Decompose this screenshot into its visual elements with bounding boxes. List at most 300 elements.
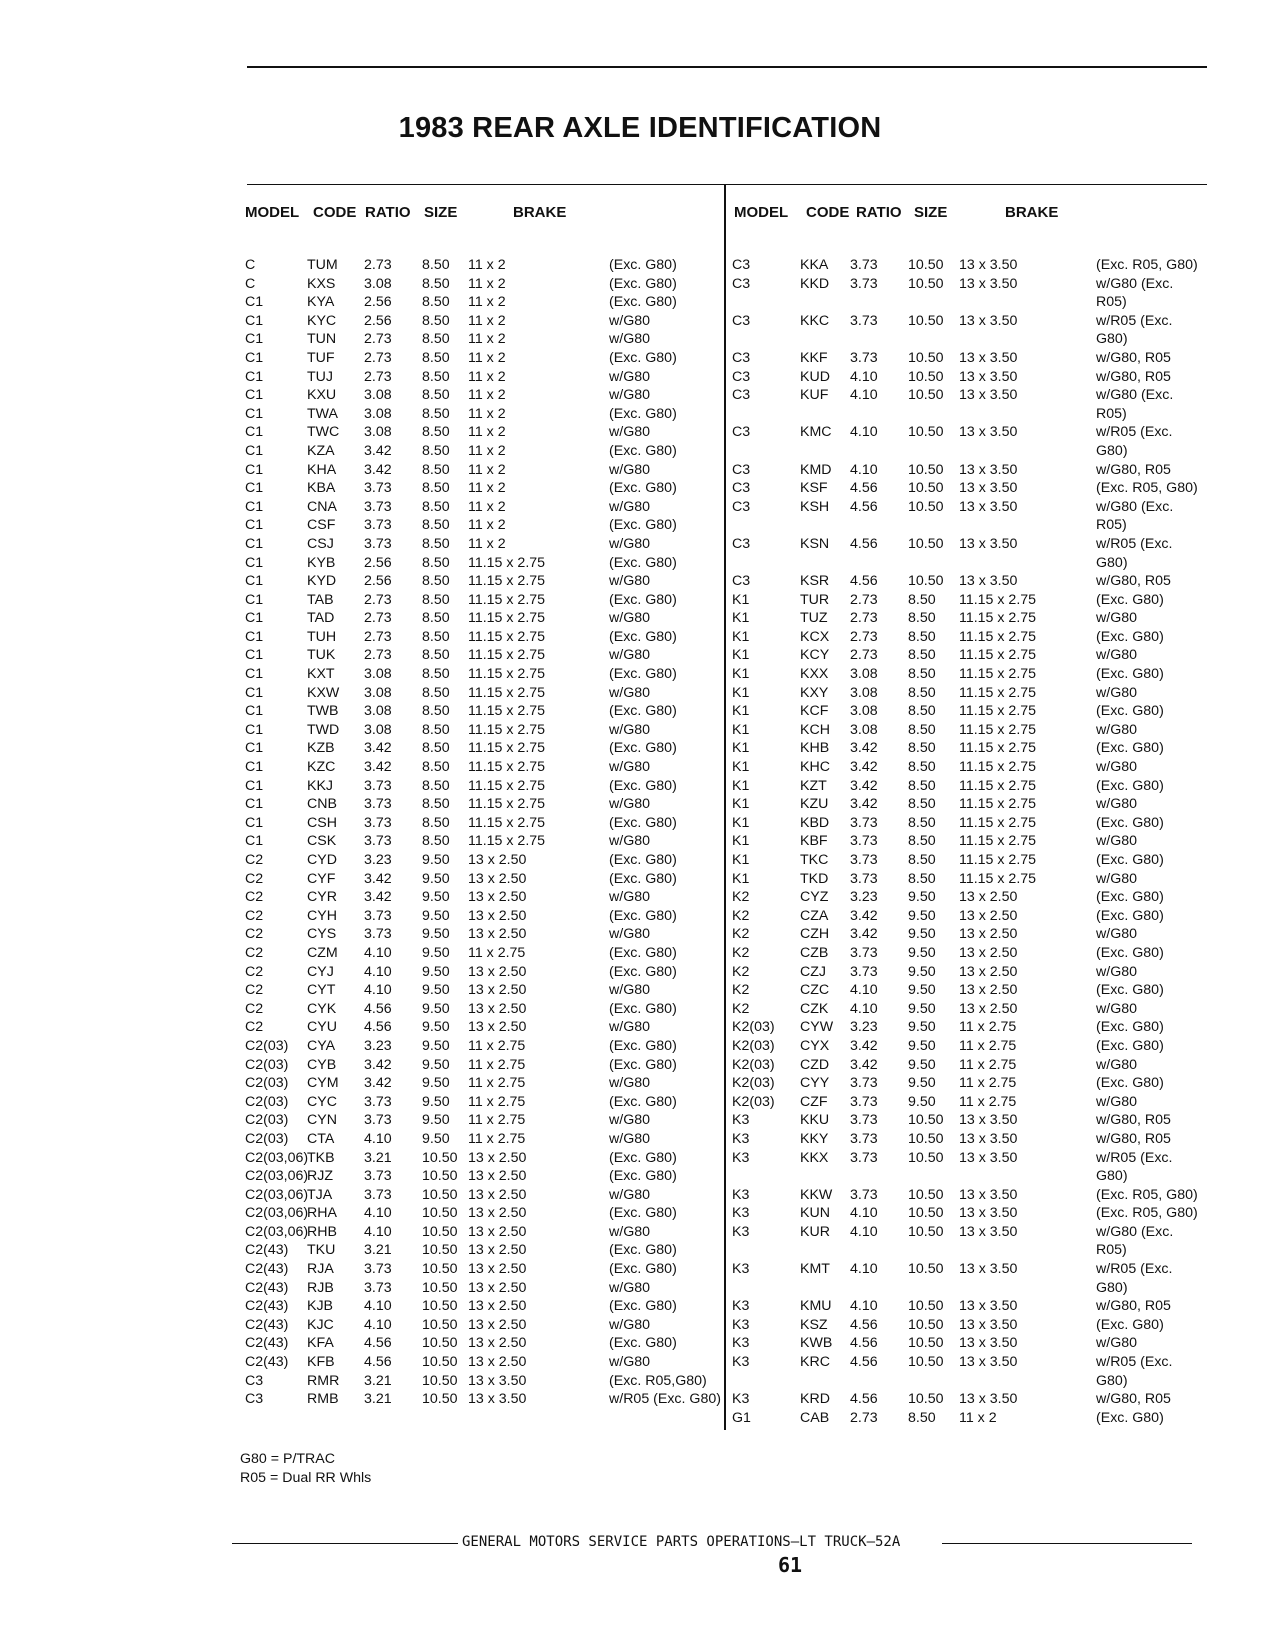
- left-model-cell: C1: [245, 759, 264, 776]
- left-brake-cell: 11.15 x 2.75: [468, 814, 546, 831]
- table-row: [732, 275, 1202, 312]
- left-size-cell: 8.50: [422, 833, 450, 850]
- table-row: [732, 963, 1202, 982]
- right-size-cell: 10.50: [908, 480, 944, 497]
- table-row: [245, 888, 717, 907]
- page-title: 1983 REAR AXLE IDENTIFICATION: [398, 112, 882, 144]
- right-note-cell: (Exc. R05, G80): [1096, 1186, 1198, 1203]
- right-model-cell: C3: [732, 257, 751, 273]
- right-ratio-cell: 3.08: [850, 684, 878, 701]
- right-model-cell: K3: [732, 1391, 750, 1408]
- right-ratio-cell: 3.73: [850, 814, 878, 831]
- table-row: [245, 684, 717, 703]
- left-brake-cell: 13 x 2.50: [468, 1149, 527, 1166]
- left-size-cell: 10.50: [422, 1149, 458, 1166]
- left-ratio-cell: 3.73: [364, 926, 392, 943]
- right-model-cell: K1: [732, 591, 750, 608]
- right-ratio-cell: 4.56: [850, 535, 878, 552]
- left-model-cell: C1: [245, 684, 264, 701]
- right-code-cell: KRC: [800, 1354, 830, 1371]
- left-model-cell: C1: [245, 814, 264, 831]
- right-ratio-cell: 3.08: [850, 721, 878, 738]
- right-code-cell: KSH: [800, 498, 830, 515]
- left-brake-cell: 11 x 2.75: [468, 1075, 526, 1092]
- left-note-cell: w/G80: [609, 535, 651, 552]
- right-model-cell: C3: [732, 312, 751, 329]
- left-size-cell: 9.50: [422, 1093, 450, 1110]
- right-ratio-cell: 3.08: [850, 703, 878, 720]
- right-code-cell: KKA: [800, 257, 829, 273]
- left-code-cell: KZA: [307, 442, 335, 459]
- left-note-cell: w/G80: [609, 1316, 651, 1333]
- table-row: [245, 1260, 717, 1279]
- left-note-cell: (Exc. G80): [609, 777, 677, 794]
- left-ratio-cell: 3.08: [364, 684, 392, 701]
- right-model-cell: K2: [732, 1000, 750, 1017]
- left-note-cell: w/G80: [609, 387, 651, 404]
- right-brake-cell: 13 x 3.50: [959, 1112, 1018, 1129]
- left-model-cell: C2(43): [245, 1298, 289, 1315]
- left-model-cell: C: [245, 257, 256, 273]
- left-code-cell: CYS: [307, 926, 337, 943]
- table-row: [245, 1297, 717, 1316]
- left-model-cell: C1: [245, 554, 264, 571]
- left-note-cell: (Exc. G80): [609, 294, 677, 311]
- right-code-cell: KBD: [800, 814, 830, 831]
- left-note-cell: w/G80: [609, 833, 651, 850]
- right-ratio-cell: 4.56: [850, 573, 878, 590]
- right-code-cell: CZD: [800, 1056, 830, 1073]
- right-brake-cell: 13 x 3.50: [959, 461, 1018, 478]
- left-model-cell: C2: [245, 982, 264, 999]
- right-brake-cell: 13 x 3.50: [959, 1149, 1018, 1166]
- right-note-cell: (Exc. G80): [1096, 889, 1164, 906]
- right-size-cell: 8.50: [908, 684, 936, 701]
- table-row: [245, 479, 717, 498]
- table-row: [732, 1111, 1202, 1130]
- right-size-cell: 10.50: [908, 535, 944, 552]
- left-note-cell: (Exc. G80): [609, 666, 677, 683]
- left-note-cell: w/G80: [609, 926, 651, 943]
- right-ratio-cell: 2.73: [850, 1409, 878, 1426]
- left-ratio-cell: 4.10: [364, 1130, 392, 1147]
- left-code-cell: CYU: [307, 1019, 337, 1036]
- right-code-cell: KHC: [800, 759, 830, 776]
- right-note-cell: w/G80: [1096, 1000, 1138, 1017]
- left-ratio-cell: 2.73: [364, 349, 392, 366]
- table-row: [732, 925, 1202, 944]
- right-note-cell: w/G80: [1096, 610, 1138, 627]
- right-code-cell: KCF: [800, 703, 829, 720]
- left-model-cell: C2(03): [245, 1093, 289, 1110]
- right-code-cell: KCX: [800, 628, 830, 645]
- table-row: [245, 312, 717, 331]
- right-ratio-cell: 4.10: [850, 1223, 878, 1240]
- right-code-cell: CZK: [800, 1000, 829, 1017]
- right-ratio-cell: 4.10: [850, 424, 878, 441]
- left-code-cell: TAB: [307, 591, 334, 608]
- table-row: [732, 1130, 1202, 1149]
- right-code-cell: KKD: [800, 275, 830, 292]
- left-code-cell: KZB: [307, 740, 335, 757]
- left-size-cell: 8.50: [422, 684, 450, 701]
- right-model-cell: K2: [732, 907, 750, 924]
- right-note-cell: w/G80: [1096, 721, 1138, 738]
- left-code-cell: KZC: [307, 759, 336, 776]
- left-ratio-cell: 3.08: [364, 405, 392, 422]
- table-row: [732, 1186, 1202, 1205]
- table-row: [732, 1056, 1202, 1075]
- right-brake-cell: 11.15 x 2.75: [959, 721, 1037, 738]
- table-row: [245, 851, 717, 870]
- left-size-cell: 9.50: [422, 1019, 450, 1036]
- left-code-cell: CYN: [307, 1112, 337, 1129]
- left-size-cell: 10.50: [422, 1298, 458, 1315]
- left-ratio-cell: 3.73: [364, 814, 392, 831]
- right-ratio-cell: 2.73: [850, 591, 878, 608]
- left-brake-cell: 11 x 2.75: [468, 1112, 526, 1129]
- right-model-cell: C3: [732, 461, 751, 478]
- table-row: [245, 498, 717, 517]
- right-note-cell: w/G80 (Exc. R05): [1096, 275, 1174, 311]
- left-brake-cell: 13 x 2.50: [468, 907, 527, 924]
- left-brake-cell: 11 x 2: [468, 257, 506, 273]
- table-row: [245, 963, 717, 982]
- left-size-cell: 8.50: [422, 275, 450, 292]
- legend-g80: G80 = P/TRAC: [240, 1451, 336, 1467]
- right-code-cell: CYY: [800, 1075, 830, 1092]
- table-row: [245, 870, 717, 889]
- left-note-cell: (Exc. G80): [609, 275, 677, 292]
- left-code-cell: TKU: [307, 1242, 336, 1259]
- table-row: [245, 1167, 717, 1186]
- left-brake-cell: 13 x 2.50: [468, 963, 527, 980]
- right-code-cell: KUF: [800, 387, 829, 404]
- left-ratio-cell: 3.73: [364, 796, 392, 813]
- left-code-cell: CYA: [307, 1037, 336, 1054]
- right-code-cell: KXX: [800, 666, 829, 683]
- left-size-cell: 8.50: [422, 312, 450, 329]
- right-size-cell: 10.50: [908, 1130, 944, 1147]
- right-ratio-cell: 3.73: [850, 1112, 878, 1129]
- table-row: [732, 665, 1202, 684]
- right-model-cell: C3: [732, 387, 751, 404]
- right-size-cell: 10.50: [908, 1354, 944, 1371]
- table-row: [245, 423, 717, 442]
- left-model-cell: C1: [245, 591, 264, 608]
- right-size-cell: 8.50: [908, 833, 936, 850]
- right-model-cell: K1: [732, 814, 750, 831]
- left-code-cell: TUF: [307, 349, 335, 366]
- right-model-cell: C3: [732, 498, 751, 515]
- right-ratio-cell: 3.73: [850, 963, 878, 980]
- right-ratio-cell: 3.73: [850, 833, 878, 850]
- right-model-cell: K1: [732, 740, 750, 757]
- left-size-cell: 8.50: [422, 517, 450, 534]
- left-ratio-cell: 3.73: [364, 517, 392, 534]
- left-note-cell: w/G80: [609, 1112, 651, 1129]
- right-ratio-cell: 3.73: [850, 1093, 878, 1110]
- left-note-cell: (Exc. G80): [609, 1261, 677, 1278]
- right-brake-cell: 11 x 2.75: [959, 1075, 1017, 1092]
- left-size-cell: 10.50: [422, 1372, 458, 1389]
- right-brake-cell: 13 x 3.50: [959, 1223, 1018, 1240]
- table-row: [245, 1093, 717, 1112]
- right-code-cell: CYZ: [800, 889, 829, 906]
- left-note-cell: (Exc. G80): [609, 907, 677, 924]
- right-size-cell: 10.50: [908, 1186, 944, 1203]
- right-ratio-cell: 2.73: [850, 647, 878, 664]
- left-size-cell: 8.50: [422, 294, 450, 311]
- right-code-cell: TKD: [800, 870, 829, 887]
- left-brake-cell: 13 x 2.50: [468, 982, 527, 999]
- left-model-cell: C1: [245, 442, 264, 459]
- left-ratio-cell: 3.23: [364, 1037, 392, 1054]
- left-ratio-cell: 4.10: [364, 982, 392, 999]
- right-model-cell: K1: [732, 628, 750, 645]
- left-note-cell: w/G80: [609, 1279, 651, 1296]
- right-note-cell: w/R05 (Exc. G80): [1096, 1354, 1173, 1389]
- table-row: [732, 1297, 1202, 1316]
- left-ratio-cell: 4.10: [364, 963, 392, 980]
- left-ratio-cell: 3.21: [364, 1149, 392, 1166]
- left-code-cell: CYK: [307, 1000, 337, 1017]
- right-brake-cell: 13 x 3.50: [959, 387, 1018, 404]
- right-note-cell: w/G80 (Exc. R05): [1096, 498, 1174, 534]
- left-model-cell: C2(03): [245, 1037, 289, 1054]
- left-code-cell: RJB: [307, 1279, 334, 1296]
- right-note-cell: w/G80: [1096, 833, 1138, 850]
- right-brake-cell: 11 x 2.75: [959, 1056, 1017, 1073]
- left-size-cell: 8.50: [422, 814, 450, 831]
- left-ratio-cell: 2.56: [364, 554, 392, 571]
- left-note-cell: w/G80: [609, 1223, 651, 1240]
- right-note-cell: (Exc. G80): [1096, 628, 1164, 645]
- right-ratio-cell: 4.56: [850, 1335, 878, 1352]
- left-model-cell: C1: [245, 647, 264, 664]
- left-code-cell: RMB: [307, 1391, 339, 1408]
- left-ratio-cell: 3.73: [364, 907, 392, 924]
- right-brake-cell: 13 x 3.50: [959, 498, 1018, 515]
- table-row: [245, 758, 717, 777]
- table-row: [245, 591, 717, 610]
- right-brake-cell: 11.15 x 2.75: [959, 814, 1037, 831]
- left-size-cell: 8.50: [422, 535, 450, 552]
- table-row: [732, 423, 1202, 460]
- right-size-cell: 8.50: [908, 759, 936, 776]
- left-note-cell: w/G80: [609, 498, 651, 515]
- right-note-cell: w/G80: [1096, 1335, 1138, 1352]
- right-ratio-cell: 4.10: [850, 1261, 878, 1278]
- left-ratio-cell: 4.56: [364, 1354, 392, 1371]
- left-ratio-cell: 3.73: [364, 777, 392, 794]
- right-model-cell: K3: [732, 1223, 750, 1240]
- left-code-cell: TUH: [307, 628, 337, 645]
- left-note-cell: (Exc. G80): [609, 349, 677, 366]
- left-model-cell: C1: [245, 610, 264, 627]
- table-row: [732, 888, 1202, 907]
- left-brake-cell: 11 x 2.75: [468, 1093, 526, 1110]
- right-size-cell: 9.50: [908, 907, 936, 924]
- right-ratio-cell: 3.08: [850, 666, 878, 683]
- table-row: [245, 907, 717, 926]
- right-size-cell: 10.50: [908, 573, 944, 590]
- left-model-cell: C2(03): [245, 1112, 289, 1129]
- left-size-cell: 8.50: [422, 461, 450, 478]
- right-model-cell: K2: [732, 926, 750, 943]
- right-brake-cell: 13 x 2.50: [959, 926, 1018, 943]
- left-brake-cell: 13 x 2.50: [468, 1316, 527, 1333]
- table-row: [732, 1204, 1202, 1223]
- left-brake-cell: 11.15 x 2.75: [468, 591, 546, 608]
- right-brake-cell: 11.15 x 2.75: [959, 591, 1037, 608]
- table-row: [245, 1056, 717, 1075]
- right-note-cell: w/R05 (Exc. G80): [1096, 1261, 1173, 1296]
- right-note-cell: w/G80: [1096, 963, 1138, 980]
- left-code-cell: CYC: [307, 1093, 337, 1110]
- right-ratio-cell: 3.42: [850, 796, 878, 813]
- left-size-cell: 9.50: [422, 1056, 450, 1073]
- left-ratio-cell: 2.56: [364, 573, 392, 590]
- right-note-cell: w/R05 (Exc. G80): [1096, 312, 1173, 348]
- left-model-cell: C1: [245, 666, 264, 683]
- left-brake-cell: 11 x 2: [468, 442, 506, 459]
- right-note-cell: (Exc. R05, G80): [1096, 1205, 1198, 1222]
- left-model-cell: C3: [245, 1391, 264, 1408]
- right-size-cell: 10.50: [908, 1261, 944, 1278]
- left-code-cell: TJA: [307, 1186, 333, 1203]
- right-brake-cell: 11.15 x 2.75: [959, 796, 1037, 813]
- right-size-cell: 8.50: [908, 628, 936, 645]
- left-ratio-cell: 2.56: [364, 312, 392, 329]
- left-ratio-cell: 3.08: [364, 721, 392, 738]
- right-code-cell: CZJ: [800, 963, 827, 980]
- right-note-cell: w/G80: [1096, 796, 1138, 813]
- right-code-cell: CZB: [800, 944, 829, 961]
- table-row: [245, 814, 717, 833]
- left-brake-cell: 11 x 2: [468, 517, 506, 534]
- right-size-cell: 10.50: [908, 349, 944, 366]
- table-row: [245, 925, 717, 944]
- table-row: [245, 1279, 717, 1298]
- left-model-cell: C2: [245, 944, 264, 961]
- left-ratio-cell: 2.73: [364, 257, 392, 273]
- right-ratio-cell: 3.73: [850, 1130, 878, 1147]
- left-model-cell: C1: [245, 368, 264, 385]
- left-brake-cell: 13 x 3.50: [468, 1372, 527, 1389]
- table-row: [245, 944, 717, 963]
- table-row: [245, 1000, 717, 1019]
- left-size-cell: 8.50: [422, 628, 450, 645]
- table-row: [732, 461, 1202, 480]
- left-note-cell: (Exc. R05,G80): [609, 1372, 707, 1389]
- left-ratio-cell: 3.08: [364, 275, 392, 292]
- left-model-cell: C3: [245, 1372, 264, 1389]
- right-code-cell: CZF: [800, 1093, 828, 1110]
- right-model-cell: K3: [732, 1354, 750, 1371]
- left-ratio-cell: 4.56: [364, 1000, 392, 1017]
- right-ratio-cell: 4.56: [850, 498, 878, 515]
- right-brake-cell: 11.15 x 2.75: [959, 628, 1037, 645]
- left-model-cell: C2(03): [245, 1075, 289, 1092]
- top-rule: [247, 66, 1207, 68]
- left-note-cell: w/R05 (Exc. G80): [609, 1391, 721, 1408]
- right-ratio-cell: 4.10: [850, 1000, 878, 1017]
- left-ratio-cell: 2.73: [364, 591, 392, 608]
- left-brake-cell: 13 x 2.50: [468, 1279, 527, 1296]
- table-row: [245, 1186, 717, 1205]
- right-note-cell: w/G80, R05: [1096, 461, 1171, 478]
- left-brake-cell: 11 x 2: [468, 424, 506, 441]
- left-ratio-cell: 3.73: [364, 833, 392, 850]
- right-model-cell: K2: [732, 944, 750, 961]
- left-size-cell: 8.50: [422, 573, 450, 590]
- right-code-cell: KKF: [800, 349, 828, 366]
- right-note-cell: w/G80, R05: [1096, 1298, 1171, 1315]
- left-size-cell: 9.50: [422, 1037, 450, 1054]
- table-row: [732, 1149, 1202, 1186]
- left-code-cell: KBA: [307, 480, 336, 497]
- right-note-cell: w/G80: [1096, 1056, 1138, 1073]
- left-ratio-cell: 3.42: [364, 442, 392, 459]
- left-size-cell: 8.50: [422, 721, 450, 738]
- right-brake-cell: 11.15 x 2.75: [959, 666, 1037, 683]
- table-row: [732, 1018, 1202, 1037]
- right-ratio-cell: 3.42: [850, 777, 878, 794]
- right-note-cell: (Exc. G80): [1096, 907, 1164, 924]
- right-ratio-cell: 2.73: [850, 610, 878, 627]
- left-brake-cell: 11.15 x 2.75: [468, 833, 546, 850]
- left-brake-cell: 11 x 2: [468, 535, 506, 552]
- left-note-cell: w/G80: [609, 889, 651, 906]
- table-row: [245, 1353, 717, 1372]
- left-brake-cell: 11 x 2: [468, 405, 506, 422]
- right-model-cell: K3: [732, 1316, 750, 1333]
- right-brake-cell: 11 x 2.75: [959, 1093, 1017, 1110]
- right-ratio-cell: 4.56: [850, 1391, 878, 1408]
- right-brake-cell: 13 x 3.50: [959, 1316, 1018, 1333]
- table-row: [732, 498, 1202, 535]
- right-code-cell: KZU: [800, 796, 829, 813]
- table-row: [732, 870, 1202, 889]
- left-size-cell: 8.50: [422, 554, 450, 571]
- table-row: [245, 609, 717, 628]
- right-ratio-cell: 3.42: [850, 907, 878, 924]
- right-size-cell: 8.50: [908, 852, 936, 868]
- right-note-cell: (Exc. G80): [1096, 852, 1164, 868]
- right-model-cell: K1: [732, 870, 750, 887]
- left-ratio-cell: 3.73: [364, 498, 392, 515]
- left-model-cell: C2(03,06): [245, 1223, 309, 1240]
- left-note-cell: (Exc. G80): [609, 554, 677, 571]
- page-number: 61: [777, 1553, 803, 1577]
- left-model-cell: C: [245, 275, 256, 292]
- right-note-cell: (Exc. G80): [1096, 591, 1164, 608]
- left-note-cell: (Exc. G80): [609, 517, 677, 534]
- left-note-cell: (Exc. G80): [609, 1056, 677, 1073]
- left-size-cell: 8.50: [422, 405, 450, 422]
- left-note-cell: (Exc. G80): [609, 870, 677, 887]
- table-row: [732, 1353, 1202, 1390]
- left-brake-cell: 11.15 x 2.75: [468, 759, 546, 776]
- right-brake-cell: 13 x 2.50: [959, 944, 1018, 961]
- right-ratio-cell: 4.56: [850, 480, 878, 497]
- table-row: [732, 1390, 1202, 1409]
- table-row: [245, 1111, 717, 1130]
- right-ratio-cell: 3.73: [850, 275, 878, 292]
- table-row: [732, 721, 1202, 740]
- left-model-cell: C2: [245, 870, 264, 887]
